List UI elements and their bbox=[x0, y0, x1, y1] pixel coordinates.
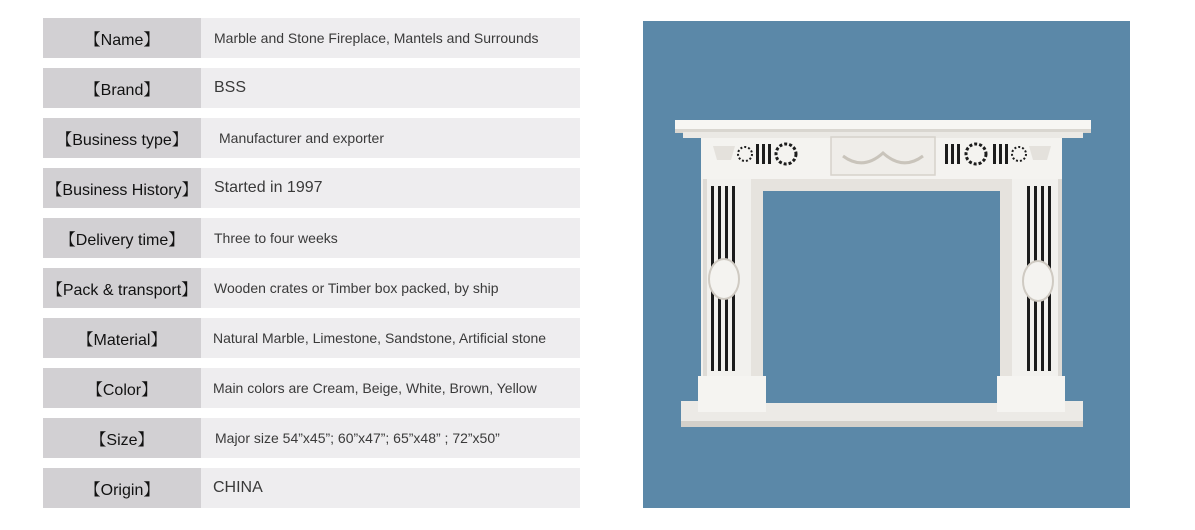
spec-row-delivery-time bbox=[43, 218, 580, 258]
spec-label: 【Brand】 bbox=[43, 68, 201, 108]
spec-value: Manufacturer and exporter bbox=[201, 118, 580, 158]
spec-row-business-type bbox=[43, 118, 580, 158]
spec-label: 【Size】 bbox=[43, 418, 201, 458]
spec-value: Started in 1997 bbox=[201, 168, 580, 208]
spec-label: 【Delivery time】 bbox=[43, 218, 201, 258]
spec-row-color bbox=[43, 368, 580, 408]
spec-table bbox=[43, 18, 580, 518]
spec-label: 【Origin】 bbox=[43, 468, 201, 508]
spec-value: Major size 54”x45”; 60”x47”; 65”x48” ; 72”x50” bbox=[201, 418, 580, 458]
spec-label: 【Material】 bbox=[43, 318, 201, 358]
spec-row-pack-transport bbox=[43, 268, 580, 308]
spec-value: CHINA bbox=[201, 468, 580, 508]
spec-value: BSS bbox=[201, 68, 580, 108]
spec-value: Three to four weeks bbox=[201, 218, 580, 258]
spec-label: 【Business type】 bbox=[43, 118, 201, 158]
spec-value: Natural Marble, Limestone, Sandstone, Artificial stone bbox=[201, 318, 580, 358]
spec-row-origin bbox=[43, 468, 580, 508]
spec-label: 【Name】 bbox=[43, 18, 201, 58]
spec-row-brand bbox=[43, 68, 580, 108]
spec-value: Marble and Stone Fireplace, Mantels and Surrounds bbox=[201, 18, 580, 58]
spec-label: 【Pack & transport】 bbox=[43, 268, 201, 308]
spec-value: Wooden crates or Timber box packed, by ship bbox=[201, 268, 580, 308]
spec-row-material bbox=[43, 318, 580, 358]
spec-label: 【Color】 bbox=[43, 368, 201, 408]
spec-row-business-history bbox=[43, 168, 580, 208]
fireplace-icon bbox=[643, 21, 1130, 508]
spec-label: 【Business History】 bbox=[43, 168, 201, 208]
product-photo bbox=[643, 21, 1130, 508]
spec-value: Main colors are Cream, Beige, White, Brown, Yellow bbox=[201, 368, 580, 408]
spec-row-name bbox=[43, 18, 580, 58]
spec-row-size bbox=[43, 418, 580, 458]
